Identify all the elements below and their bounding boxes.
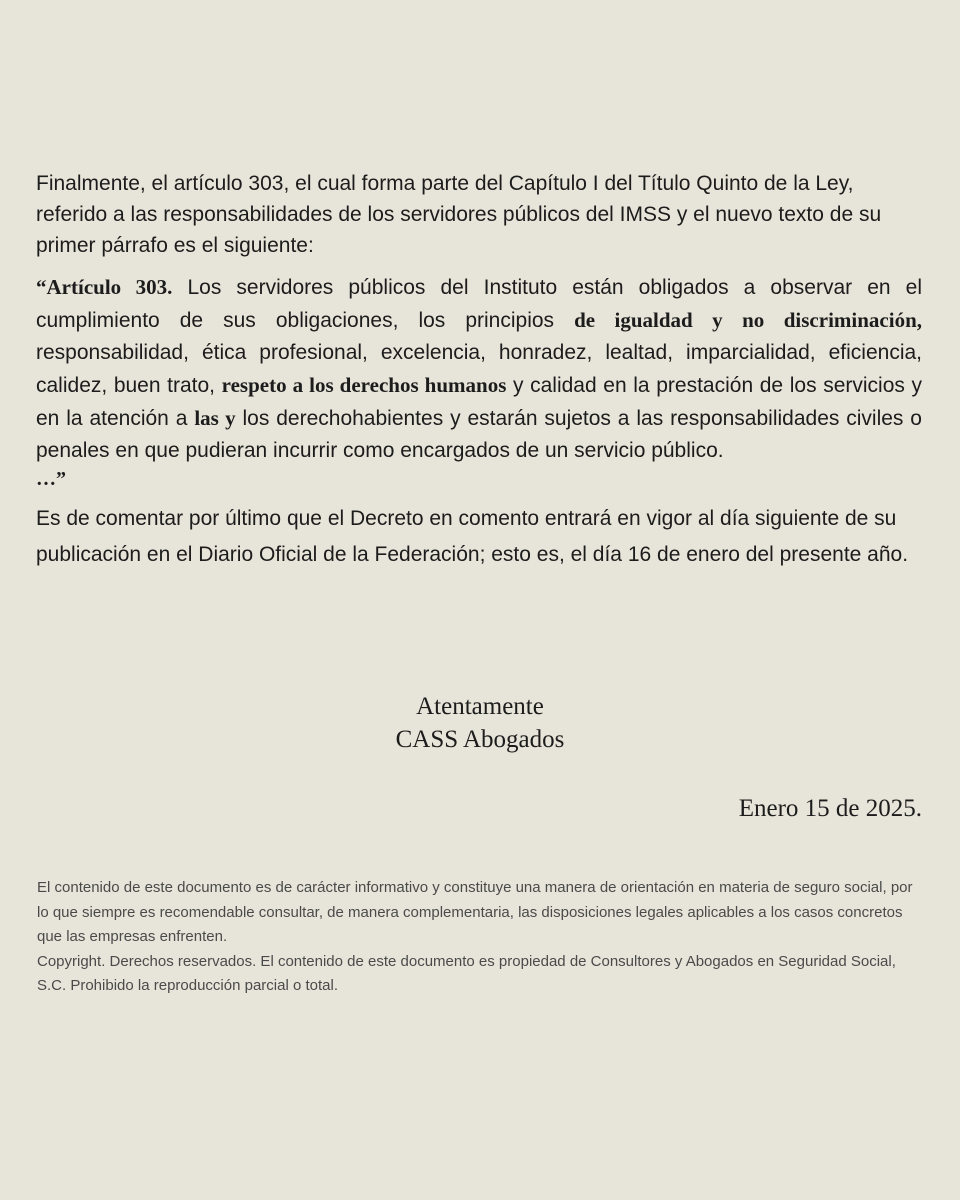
closing-paragraph: Es de comentar por último que el Decreto en comento entrará en vigor al día siguiente de su publicación en el Diario Oficial de la Federación; esto es, el día 16 de enero del presente año. [36, 507, 909, 566]
signature-firm: CASS Abogados [395, 726, 565, 753]
disclaimer-info: El contenido de este documento es de carácter informativo y constituye una manera de orientación en materia de seguro social, por lo que siempre es recomendable consultar, de manera complementaria, las disposiciones legales aplicables a los casos concretos que las empresas enfrenten. [37, 879, 913, 946]
disclaimer [37, 876, 923, 999]
article-text-part-2: responsabilidad, ética profesional, excelencia, honradez, lealtad, imparcialidad, eficiencia, calidez, buen trato, [36, 341, 922, 397]
article-text-part-4: los derechohabientes y estarán sujetos a las responsabilidades civiles o penales en que pudieran incurrir como encargados de un servicio público. [36, 407, 922, 462]
article-heading: “Artículo 303. [36, 275, 173, 299]
intro-paragraph: Finalmente, el artículo 303, el cual forma parte del Capítulo I del Título Quinto de la Ley, referido a las responsabilidades de los servidores públicos del IMSS y el nuevo texto de su primer párrafo es el siguiente: [36, 172, 882, 257]
signature-greeting: Atentamente [416, 693, 544, 720]
article-bold-equality: de igualdad y no discriminación, [574, 308, 922, 332]
article-bold-human-rights: respeto a los derechos humanos [221, 373, 507, 397]
signature-block [0, 690, 960, 756]
article-quote [36, 271, 922, 467]
disclaimer-copyright: Copyright. Derechos reservados. El contenido de este documento es propiedad de Consultores y Abogados en Seguridad Social, S.C. Prohibido la reproducción parcial o total. [37, 952, 896, 995]
document-date: Enero 15 de 2025. [738, 795, 922, 822]
article-bold-las-y: las y [194, 406, 236, 430]
document-body [36, 168, 922, 573]
article-text-part-1: Los servidores públicos del Instituto están obligados a observar en el cumplimiento de sus obligaciones, los principios [36, 276, 922, 332]
quote-ellipsis: …” [36, 468, 66, 490]
article-text-part-3: y calidad en la prestación de los servicios y en la atención a [36, 374, 922, 430]
